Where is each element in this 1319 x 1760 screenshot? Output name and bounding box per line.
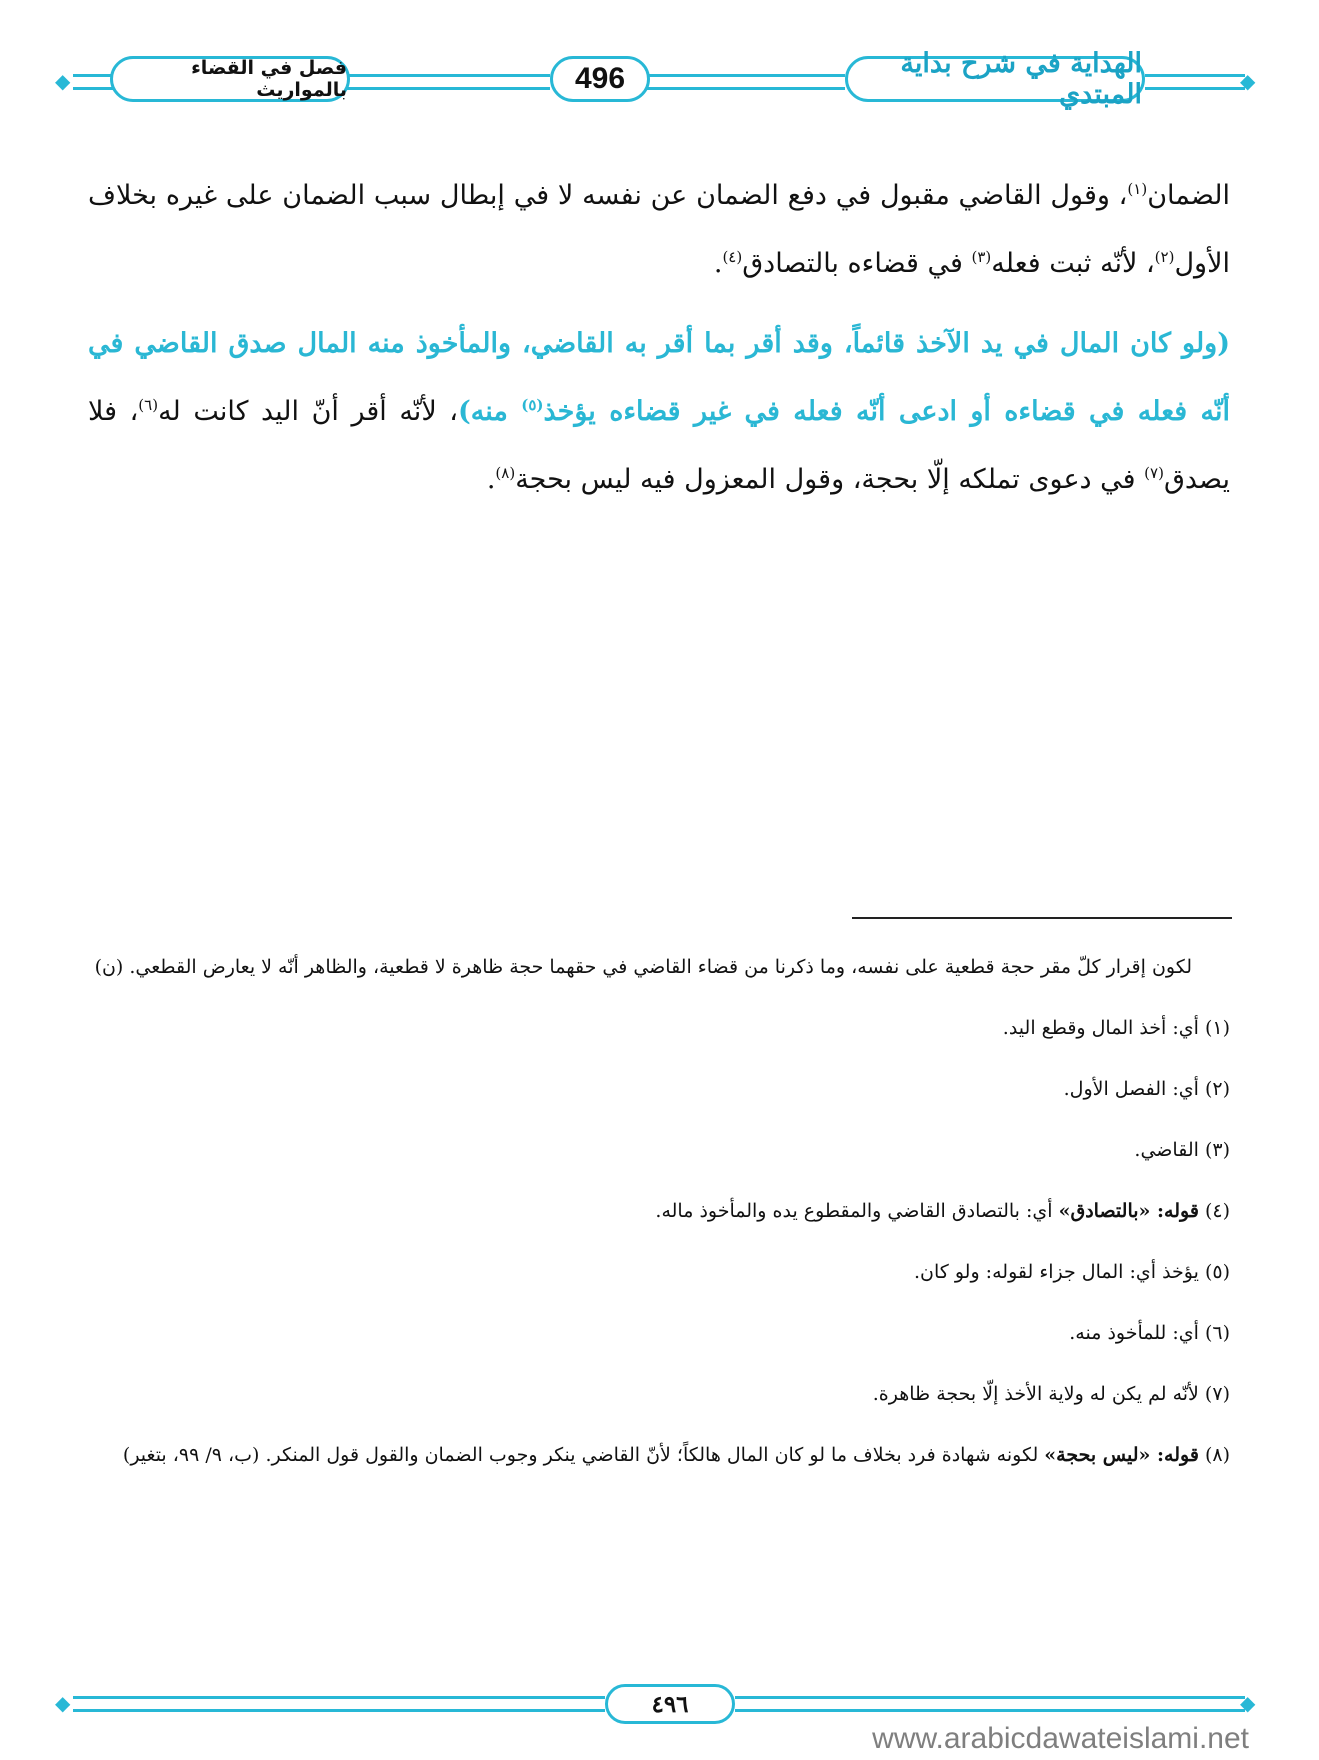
- footnote-separator: [852, 917, 1232, 919]
- paragraph: [88, 162, 1230, 298]
- footnote-ref: (٣): [971, 248, 992, 266]
- header-rule: [625, 74, 845, 90]
- page-number-box: [550, 56, 650, 102]
- footnotes: [88, 945, 1230, 1494]
- footnote-5: (٥) يؤخذ أي: المال جزاء لقوله: ولو كان.: [914, 1261, 1230, 1283]
- footnote-ref: (٢): [1154, 248, 1175, 266]
- header-rule: [1145, 74, 1245, 90]
- footer-rule: [735, 1696, 1245, 1712]
- footnote-ref: (٨): [495, 464, 516, 482]
- footnote-ref: (٥): [521, 396, 544, 414]
- footnote-ref: (٦): [138, 396, 159, 414]
- header-rule: [345, 74, 550, 90]
- page-number: 496: [574, 62, 626, 95]
- book-title-box: [845, 48, 1145, 110]
- footnote-7: (٧) لأنّه لم يكن له ولاية الأخذ إلّا بحجة ظاهرة.: [872, 1383, 1230, 1405]
- text-run: ، فلا يصدق: [88, 396, 1230, 495]
- footnote-continuation: لكون إقرار كلّ مقر حجة قطعية على نفسه، وما ذكرنا من قضاء القاضي في حقهما حجة ظاهرة لا قطعية، والظاهر أنّه لا يعارض القطعي. (ن): [94, 956, 1192, 978]
- footnote-lemma: قوله: «ليس بحجة»: [1044, 1444, 1199, 1466]
- text-run: .: [486, 464, 496, 495]
- footnote-8: [88, 1433, 1230, 1478]
- footnote-2: (٢) أي: الفصل الأول.: [1063, 1078, 1230, 1100]
- text-run: في قضاءه بالتصادق: [742, 248, 972, 279]
- text-run: ، لأنّه أقر أنّ اليد كانت له: [158, 396, 458, 427]
- footnote-3: (٣) القاضي.: [1134, 1139, 1230, 1161]
- website-watermark: www.arabicdawateislami.net: [872, 1722, 1249, 1755]
- ornament-icon: ◆: [55, 69, 71, 93]
- text-run: ، لأنّه ثبت فعله: [991, 248, 1155, 279]
- footnote-text: لكونه شهادة فرد بخلاف ما لو كان المال هالكاً؛ لأنّ القاضي ينكر وجوب الضمان والقول قول المنكر. (ب، ٩/ ٩٩، بتغير): [122, 1444, 1045, 1466]
- header-rule: [73, 74, 113, 90]
- paragraph: [88, 310, 1230, 514]
- matn-text: منه): [457, 396, 522, 427]
- footer-page-number-box: [605, 1684, 735, 1724]
- text-run: .: [713, 248, 723, 279]
- section-title: فصل في القضاء بالمواريث: [191, 57, 347, 101]
- book-title: الهداية في شرح بداية المبتدي: [900, 48, 1142, 110]
- footnote-ref: (٧): [1144, 464, 1164, 482]
- footnote-lemma: قوله: «بالتصادق»: [1058, 1200, 1199, 1222]
- footer-rule: [73, 1696, 605, 1712]
- footnote-number: (٨): [1198, 1444, 1230, 1466]
- footer-page-number: ٤٩٦: [651, 1690, 689, 1718]
- footnote-ref: (١): [1127, 180, 1148, 198]
- text-run: ، وقول القاضي مقبول في دفع الضمان عن نفسه لا في إبطال سبب الضمان على غيره بخلاف الأول: [88, 180, 1230, 279]
- footnote-ref: (٤): [722, 248, 743, 266]
- matn-text: (ولو كان المال في يد الآخذ قائماً، وقد أقر بما أقر به القاضي، والمأخوذ منه المال صدق القاضي في أنّه فعله في قضاءه أو ادعى أنّه فعله في غير قضاءه يؤخذ: [88, 328, 1230, 427]
- page-header: [55, 48, 1265, 110]
- footnote-text: أي: بالتصادق القاضي والمقطوع يده والمأخوذ ماله.: [655, 1200, 1059, 1222]
- footnote-number: (٤): [1198, 1200, 1230, 1222]
- main-text: [88, 162, 1230, 514]
- footnote-4: [88, 1189, 1230, 1234]
- text-run: في دعوى تملكه إلّا بحجة، وقول المعزول فيه ليس بحجة: [515, 464, 1145, 495]
- section-title-box: [110, 56, 350, 102]
- ornament-icon: ◆: [55, 1691, 71, 1715]
- footnote-1: (١) أي: أخذ المال وقطع اليد.: [1002, 1017, 1230, 1039]
- footnote-6: (٦) أي: للمأخوذ منه.: [1069, 1322, 1230, 1344]
- text-run: الضمان: [1147, 180, 1230, 211]
- ornament-icon: ◆: [1240, 1691, 1256, 1715]
- ornament-icon: ◆: [1240, 69, 1256, 93]
